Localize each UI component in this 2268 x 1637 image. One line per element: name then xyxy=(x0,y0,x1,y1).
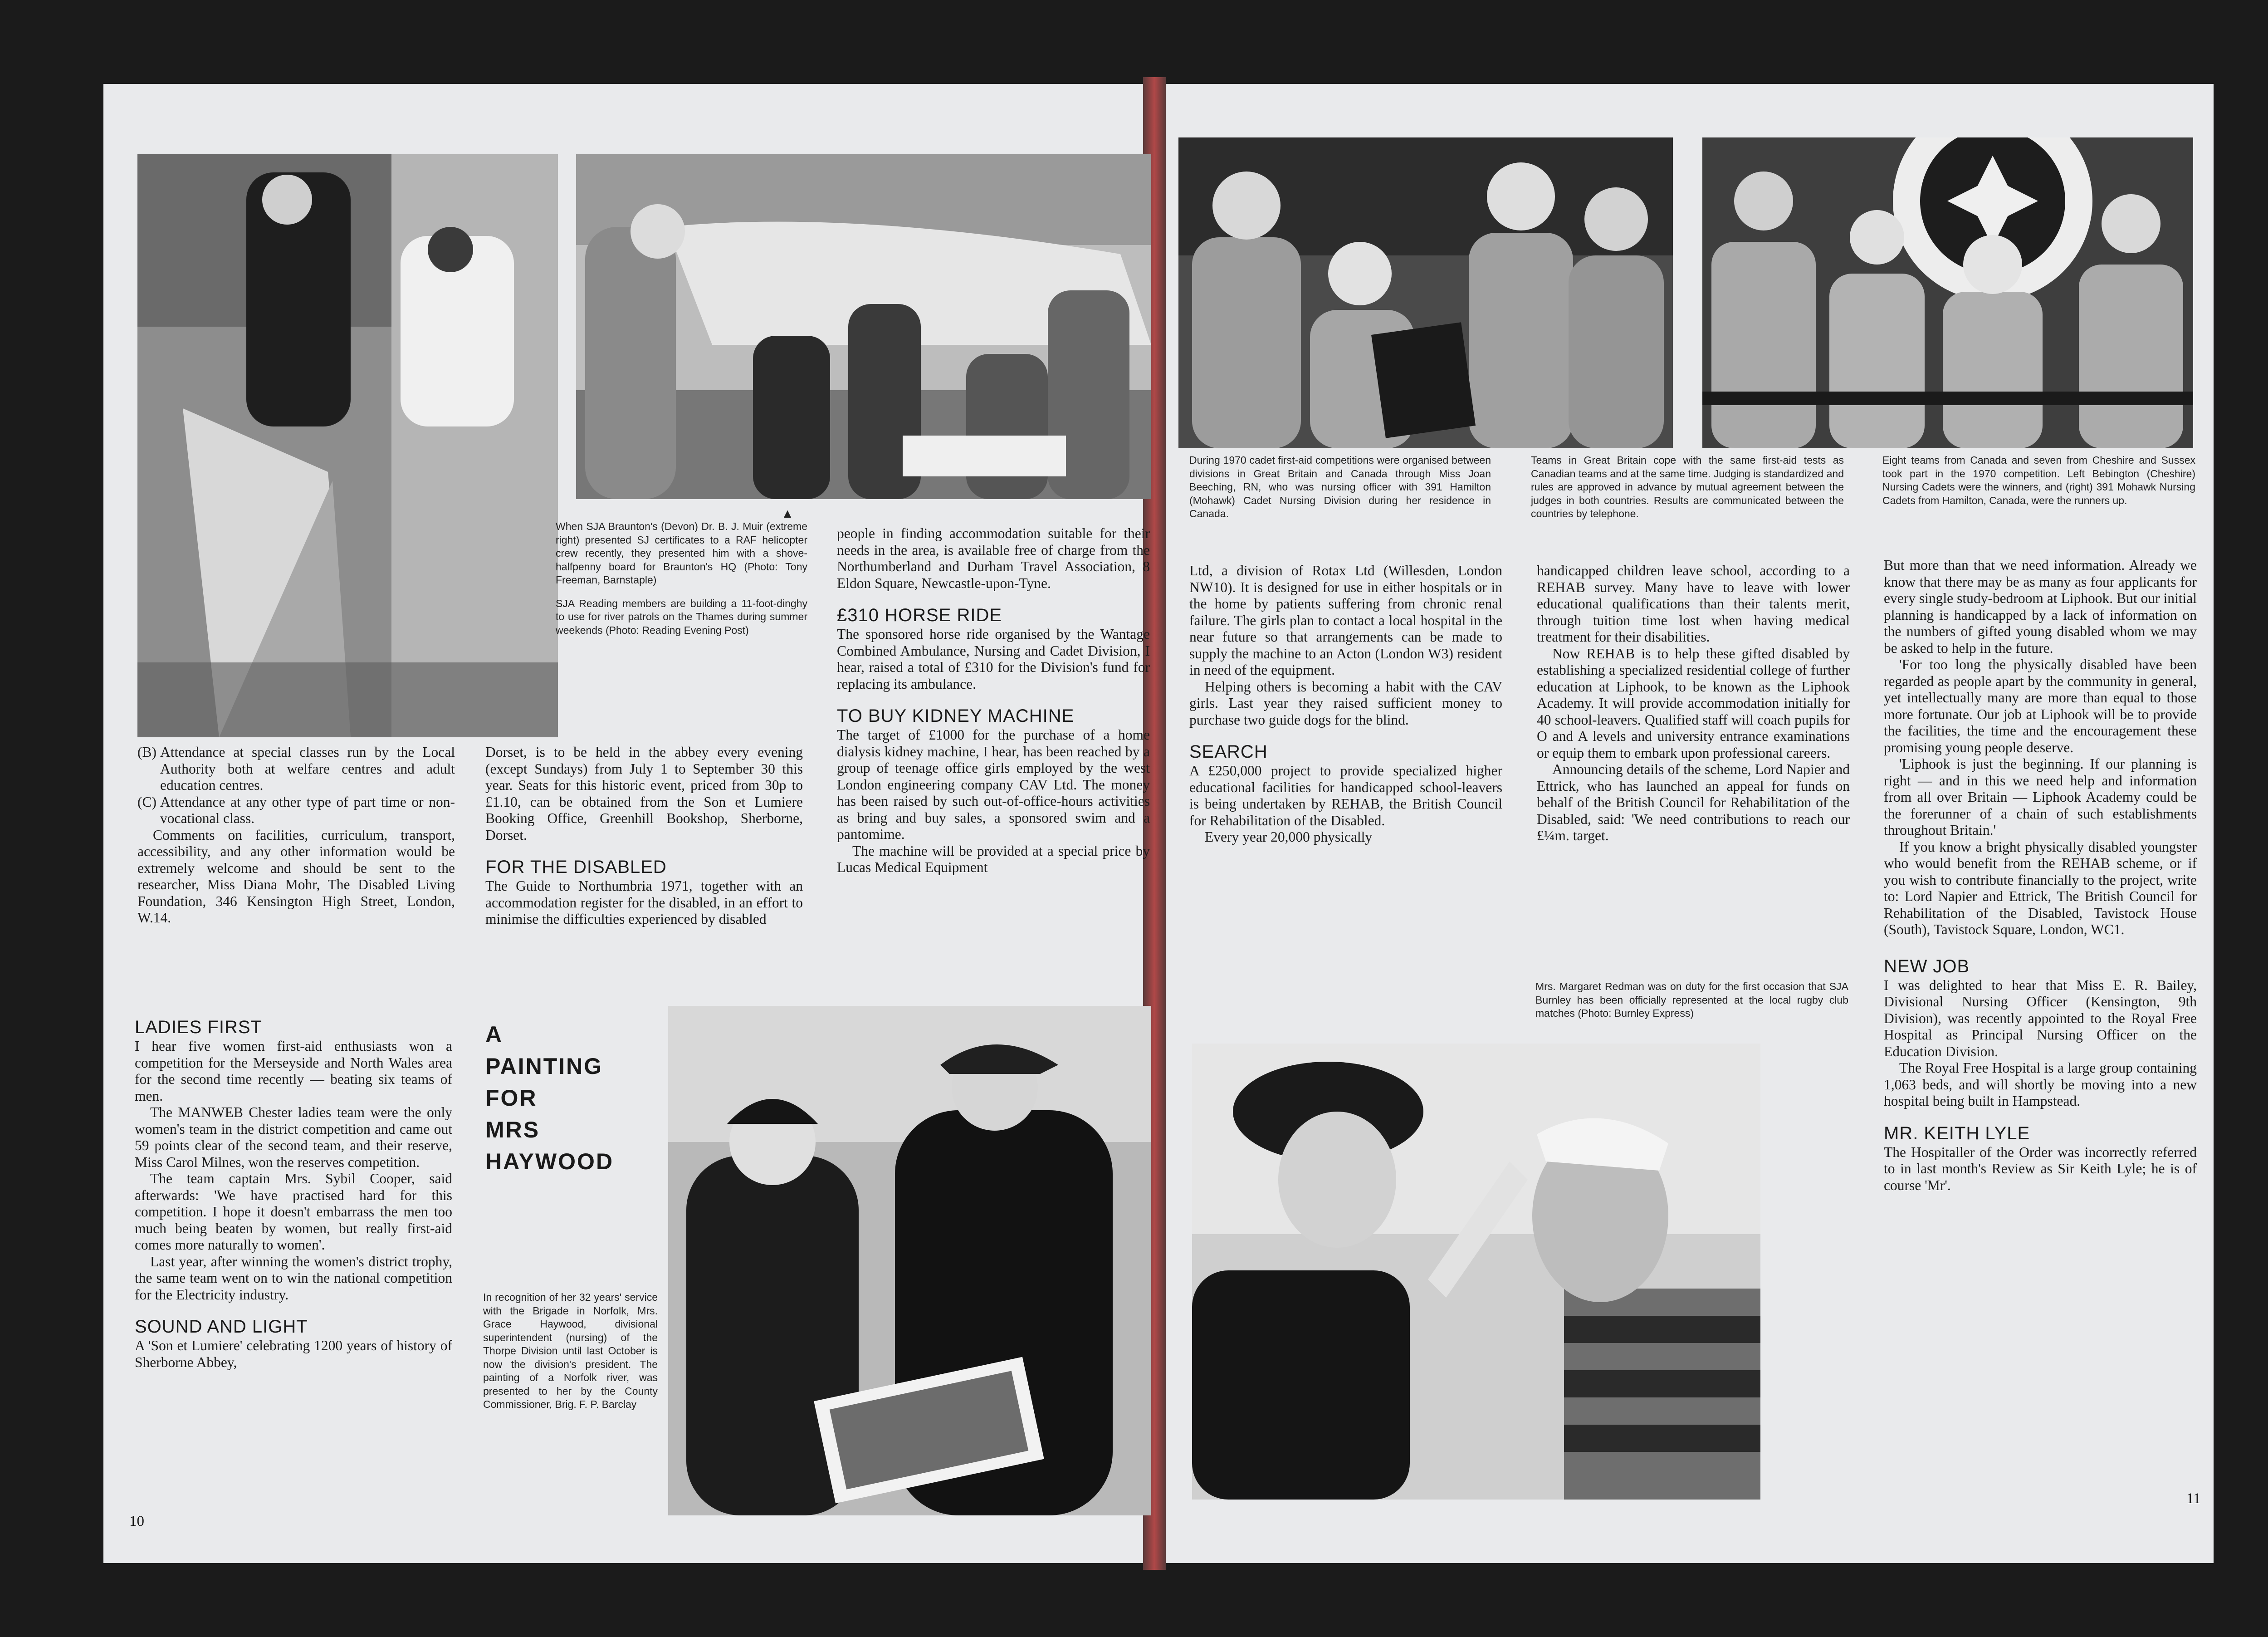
boat-building-photo xyxy=(137,154,558,737)
search-heading: SEARCH xyxy=(1189,742,1268,762)
kidney-heading: TO BUY KIDNEY MACHINE xyxy=(837,706,1075,726)
sound-light-heading: SOUND AND LIGHT xyxy=(135,1317,308,1337)
right-column-2 xyxy=(1537,563,1850,844)
page-number-left: 10 xyxy=(129,1513,144,1529)
helicopter-crew-photo xyxy=(576,154,1151,499)
ladies-first-column xyxy=(135,1017,452,1371)
list-item-c: (C) Attendance at any other type of part time or non-vocational class. xyxy=(137,794,455,826)
helping-paragraph: Helping others is becoming a habit with the CAV girls. Last year they raised sufficient money to purchase two guide dogs for the blind. xyxy=(1189,678,1502,728)
painting-headline-line-5: HAYWOOD xyxy=(485,1149,614,1174)
search-paragraph-1: A £250,000 project to provide specialized higher educational facilities for handicapped school-leavers is being undertaken by REHAB, the British Council for Rehabilitation of the Disabled. xyxy=(1189,763,1502,828)
redman-caption xyxy=(1535,980,1848,1030)
cadet-competition-caption xyxy=(1189,454,1491,531)
cadet-nurses-photo xyxy=(1178,137,1673,448)
painting-caption-text: In recognition of her 32 years' service with the Brigade in Norfolk, Mrs. Grace Haywood, divisional superintendent (nursing) of the Thorpe Division until last October is now the division's president. The painting of a Norfolk river, was presented to her by the County Commissioner, Brig. F. P. Barclay xyxy=(483,1291,658,1410)
up-arrow-icon: ▲ xyxy=(781,506,794,520)
keith-lyle-paragraph: The Hospitaller of the Order was incorrectly referred to in last month's Review as Sir Keith Lyle; he is of course 'Mr'. xyxy=(1884,1144,2197,1193)
ladies-paragraph-1: I hear five women first-aid enthusiasts won a competition for the Merseyside and North Wales area for the second time recently — beating six teams of men. xyxy=(135,1038,452,1104)
kidney-paragraph-1: The target of £1000 for the purchase of a home dialysis kidney machine, I hear, has been reached by a group of teenage office girls employed by the west London engineering company CAV Ltd. The money has been raised by such out-of-office-hours activities as bring and buy sales, a sponsored swim and a pantomime. xyxy=(837,727,1150,842)
disabled-paragraph: The Guide to Northumbria 1971, together with an accommodation register for the disabled, in an effort to minimise the difficulties experienced by disabled xyxy=(485,878,803,927)
right-column-1 xyxy=(1189,563,1502,846)
comments-paragraph: Comments on facilities, curriculum, transport, accessibility, and any other information would be extremely welcome and should be sent to the researcher, Miss Diana Mohr, The Disabled Living Foundation, 346 Kensington High Street, London, W.14. xyxy=(137,827,455,926)
left-column-3 xyxy=(837,525,1150,876)
rotax-paragraph: Ltd, a division of Rotax Ltd (Willesden, London NW10). It is designed for use in either hospitals or in the home by patients suffering from chronic renal failure. The girls plan to contact a local hospital in the near future so that arrangements can be made to supply the machine to an Acton (London W3) resident in need of the equipment. xyxy=(1189,563,1502,678)
kidney-paragraph-2: The machine will be provided at a special price by Lucas Medical Equipment xyxy=(837,843,1150,875)
disabled-heading: FOR THE DISABLED xyxy=(485,857,667,877)
right-column-3 xyxy=(1884,557,2197,1194)
left-column-2 xyxy=(485,744,803,928)
redman-caption-text: Mrs. Margaret Redman was on duty for the first occasion that SJA Burnley has been officially represented at the local rugby club matches (Photo: Burnley Express) xyxy=(1535,980,1848,1019)
list-item-b: (B) Attendance at special classes run by the Local Authority both at welfare centres and adult education centres. xyxy=(137,744,455,793)
painting-headline-line-2: PAINTING xyxy=(485,1054,603,1079)
teams-caption-text: Teams in Great Britain cope with the same first-aid tests as Canadian teams and at the same time. Judging is standardized and rules are approved in advance by mutual agreement between the judges in both countries. Results are communicated between the countries by telephone. xyxy=(1531,454,1844,520)
helicopter-caption-text: When SJA Braunton's (Devon) Dr. B. J. Muir (extreme right) presented SJ certificates to a RAF helicopter crew recently, they presented him with a shove-halfpenny board for Braunton's HQ (Photo: Tony Freeman, Barnstaple) xyxy=(556,520,807,586)
horse-ride-heading: £310 HORSE RIDE xyxy=(837,605,1002,625)
cadet-competition-caption-text: During 1970 cadet first-aid competitions were organised between divisions in Great Britain and Canada through Miss Joan Beeching, RN, who was nursing officer with 391 Hamilton (Mohawk) Cadet Nursing Division during her residence in Canada. xyxy=(1189,454,1491,520)
horse-ride-paragraph: The sponsored horse ride organised by the Wantage Combined Ambulance, Nursing and Cadet Division, I hear, raised a total of £310 for the Division's fund for replacing its ambulance. xyxy=(837,626,1150,692)
liphook-paragraph-1: But more than that we need information. Already we know that there may be as many as four applicants for every single study-bedroom at Liphook. But our initial planning is handicapped by a lack of information on the numbers of gifted young disabled whom we may be asked to help in the future. xyxy=(1884,557,2197,656)
liphook-paragraph-2: 'For too long the physically disabled have been regarded as people apart by the community in general, yet intellectually many are more than equal to those more fortunate. Our job at Liphook will be to provide the facilities, the time and the encouragement these promising young people deserve. xyxy=(1884,657,2197,755)
painting-presentation-photo xyxy=(668,1006,1151,1515)
eight-teams-caption-text: Eight teams from Canada and seven from Cheshire and Sussex took part in the 1970 competition. Left Bebington (Cheshire) Nursing Cadets were the winners, and (right) 391 Mohawk Nursing Cadets from Hamilton, Canada, were the runners up. xyxy=(1882,454,2195,506)
ladies-paragraph-4: Last year, after winning the women's district trophy, the same team went on to win the national competition for the Electricity industry. xyxy=(135,1253,452,1303)
painting-headline-line-3: FOR xyxy=(485,1085,538,1111)
rehab-paragraph-1: handicapped children leave school, according to a REHAB survey. Many have to leave with lower educational qualifications than their talents merit, through tuition time lost when having medical treatment for their disabilities. xyxy=(1537,563,1850,645)
people-paragraph: people in finding accommodation suitable for their needs in the area, is available free of charge from the Northumberland and Durham Travel Association, 8 Eldon Square, Newcastle-upon-Tyne. xyxy=(837,525,1150,591)
sound-light-paragraph: A 'Son et Lumiere' celebrating 1200 years of history of Sherborne Abbey, xyxy=(135,1338,452,1370)
eight-teams-caption xyxy=(1882,454,2195,517)
rugby-first-aid-photo xyxy=(1192,1044,1760,1500)
painting-caption xyxy=(483,1291,658,1421)
dorset-paragraph: Dorset, is to be held in the abbey every evening (except Sundays) from July 1 to September 30 this year. Seats for this historic event, priced from 30p to £1.10, can be obtained from the Son et Lumiere Booking Office, Greenhill Bookshop, Sherborne, Dorset. xyxy=(485,744,803,843)
cadet-winners-photo xyxy=(1702,137,2193,448)
painting-headline-line-1: A xyxy=(485,1022,503,1047)
ladies-paragraph-2: The MANWEB Chester ladies team were the only women's team in the district competition and came out 59 points clear of the second team, and their reserve, Miss Carol Milnes, won the reserves competition. xyxy=(135,1104,452,1170)
new-job-paragraph-2: The Royal Free Hospital is a large group containing 1,063 beds, and will shortly be moving into a new hospital being built in Hampstead. xyxy=(1884,1060,2197,1109)
new-job-heading: NEW JOB xyxy=(1884,956,1970,976)
page-number-right: 11 xyxy=(2186,1490,2201,1507)
new-job-paragraph-1: I was delighted to hear that Miss E. R. Bailey, Divisional Nursing Officer (Kensington, 9th Division), was recently appointed to the Royal Free Hospital as Principal Nursing Officer on the Education Division. xyxy=(1884,977,2197,1059)
left-column-1 xyxy=(137,744,455,926)
liphook-paragraph-3: 'Liphook is just the beginning. If our planning is right — and in this we need help and information from all over Britain — Liphook Academy could be the forerunner of a chain of such establishments throughout Britain.' xyxy=(1884,756,2197,838)
keith-lyle-heading: MR. KEITH LYLE xyxy=(1884,1123,2030,1143)
rehab-paragraph-2: Now REHAB is to help these gifted disabled by establishing a specialized residential college of further education at Liphook, to be known as the Liphook Academy. It will provide accommodation initially for 40 school-leavers. Qualified staff will coach pupils for O and A levels and university entrance examinations or equip them to embark upon professional careers. xyxy=(1537,645,1850,761)
search-paragraph-2: Every year 20,000 physically xyxy=(1205,829,1373,845)
dinghy-caption-text: SJA Reading members are building a 11-foot-dinghy to use for river patrols on the Thames during summer weekends (Photo: Reading Evening Post) xyxy=(556,597,807,636)
ladies-first-heading: LADIES FIRST xyxy=(135,1017,262,1037)
painting-headline xyxy=(485,1019,658,1177)
painting-headline-line-4: MRS xyxy=(485,1117,540,1142)
helicopter-caption xyxy=(556,507,807,647)
teams-caption xyxy=(1531,454,1844,531)
liphook-paragraph-4: If you know a bright physically disabled youngster who would benefit from the REHAB scheme, or if you wish to contribute financially to the project, write to: Lord Napier and Ettrick, The British Council for Rehabilitation of the Disabled, Tavistock House (South), Tavistock Square, London, WC1. xyxy=(1884,838,2197,937)
ladies-paragraph-3: The team captain Mrs. Sybil Cooper, said afterwards: 'We have practised hard for this competition. I hope it doesn't embarrass the men too much being beaten by women, but really first-aid comes more naturally to women'. xyxy=(135,1171,452,1253)
rehab-paragraph-3: Announcing details of the scheme, Lord Napier and Ettrick, who has launched an appeal for funds on behalf of the British Council for Rehabilitation of the Disabled, said: 'We need contributions to reach our £¼m. target. xyxy=(1537,761,1850,843)
